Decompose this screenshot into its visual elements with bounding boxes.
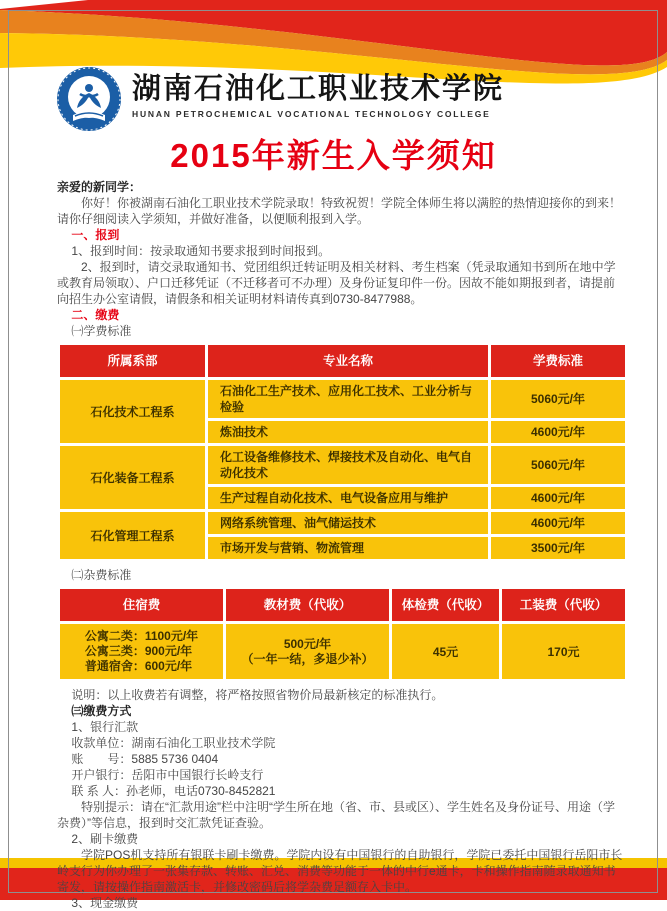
uniform-fee-cell: 170元 [501, 623, 627, 681]
majors-cell: 石油化工生产技术、应用化工技术、工业分析与检验 [207, 379, 490, 420]
physical-exam-fee-cell: 45元 [391, 623, 501, 681]
misc-fee-table [57, 586, 628, 682]
college-name-block [132, 66, 504, 119]
misc-header-textbook: 教材费（代收） [225, 588, 391, 623]
table-row [59, 445, 627, 486]
fee-cell: 5060元/年 [490, 445, 627, 486]
accommodation-line: 公寓二类：1100元/年 [84, 629, 199, 643]
majors-cell: 市场开发与营销、物流管理 [207, 536, 490, 561]
misc-header-accommodation: 住宿费 [59, 588, 225, 623]
accommodation-fee-cell [59, 623, 225, 681]
bank-branch-line: 开户银行：岳阳市中国银行长岭支行 [71, 768, 264, 782]
tuition-header-fee: 学费标准 [490, 344, 627, 379]
misc-standard-label: ㈡杂费标准 [71, 568, 132, 582]
payment-method-label: ㈢缴费方式 [71, 704, 132, 718]
contact-person-line: 联 系 人：孙老师，电话0730-8452821 [71, 784, 276, 798]
college-logo-icon [56, 66, 122, 132]
tuition-header-dept: 所属系部 [59, 344, 207, 379]
majors-cell: 炼油技术 [207, 420, 490, 445]
fee-cell: 4600元/年 [490, 420, 627, 445]
textbook-fee-note: （一年一结，多退少补） [241, 651, 374, 666]
fee-cell: 4600元/年 [490, 511, 627, 536]
notice-title: 2015年新生入学须知 [170, 137, 497, 174]
tuition-header-major: 专业名称 [207, 344, 490, 379]
college-name: 湖南石油化工职业技术学院 [132, 73, 505, 105]
notice-body [57, 179, 625, 911]
majors-cell: 生产过程自动化技术、电气设备应用与维护 [207, 486, 490, 511]
textbook-fee-cell [225, 623, 391, 681]
textbook-fee-amount: 500元/年 [283, 636, 332, 651]
table-row [59, 511, 627, 536]
account-number-line: 账 号：5885 5736 0404 [71, 752, 219, 766]
fee-cell: 4600元/年 [490, 486, 627, 511]
majors-cell: 网络系统管理、油气储运技术 [207, 511, 490, 536]
tuition-standard-label: ㈠学费标准 [71, 324, 132, 338]
payee-line: 收款单位：湖南石油化工职业技术学院 [71, 736, 276, 750]
tuition-table-header-row [59, 344, 627, 379]
report-item-2: 2、报到时，请交录取通知书、党团组织迁转证明及相关材料、考生档案（凭录取通知书到所在地中学或教育局领取）、户口迁移凭证（不迁移者可不办理）及身份证复印件一份。因故不能如期报到者，请提前向招生办公室请假，请假条和相关证明材料请传真到0730-8477988。 [57, 260, 616, 306]
transfer-tip: 特别提示：请在“汇款用途”栏中注明“学生所在地（省、市、县或区）、学生姓名及身份证号、用途（学杂费）”等信息，报到时交汇款凭证查验。 [57, 800, 615, 830]
fee-cell: 3500元/年 [490, 536, 627, 561]
misc-header-uniform: 工装费（代收） [501, 588, 627, 623]
majors-cell: 化工设备维修技术、焊接技术及自动化、电气自动化技术 [207, 445, 490, 486]
section-heading-payment: 二、缴费 [71, 308, 120, 322]
intro-paragraph: 你好！你被湖南石油化工职业技术学院录取！特致祝贺！学院全体师生将以满腔的热情迎接你的到来！请你仔细阅读入学须知，并做好准备，以便顺利报到入学。 [57, 196, 622, 226]
accommodation-line: 公寓三类：900元/年 [84, 644, 193, 658]
salutation: 亲爱的新同学： [57, 180, 142, 194]
college-name-english: HUNAN PETROCHEMICAL VOCATIONAL TECHNOLOGY COLLEGE [132, 108, 491, 119]
table-row [59, 379, 627, 420]
college-header [56, 66, 504, 132]
card-payment-body: 学院POS机支持所有银联卡刷卡缴费。学院内设有中国银行的自助银行，学院已委托中国银行岳阳市长岭支行为你办理了一张集存款、转账、汇兑、消费等功能于一体的中行e通卡，卡和操作指南随录取通知书寄发，请按操作指南激活卡，并修改密码后将学杂费足额存入卡中。 [57, 848, 623, 894]
fee-cell: 5060元/年 [490, 379, 627, 420]
misc-table-header-row [59, 588, 627, 623]
dept-cell: 石化技术工程系 [59, 379, 207, 445]
dept-cell: 石化管理工程系 [59, 511, 207, 561]
tuition-table [57, 342, 628, 562]
card-payment-heading: 2、刷卡缴费 [71, 832, 139, 846]
table-row [59, 623, 627, 681]
cash-payment-heading: 3、现金缴费 [71, 896, 139, 910]
fee-note: 说明：以上收费若有调整，将严格按照省物价局最新核定的标准执行。 [71, 688, 444, 702]
accommodation-line: 普通宿舍：600元/年 [84, 659, 193, 673]
section-heading-report: 一、报到 [71, 228, 120, 242]
dept-cell: 石化装备工程系 [59, 445, 207, 511]
misc-header-physical: 体检费（代收） [391, 588, 501, 623]
bank-transfer-heading: 1、银行汇款 [71, 720, 139, 734]
report-item-1: 1、报到时间：按录取通知书要求报到时间报到。 [71, 244, 331, 258]
